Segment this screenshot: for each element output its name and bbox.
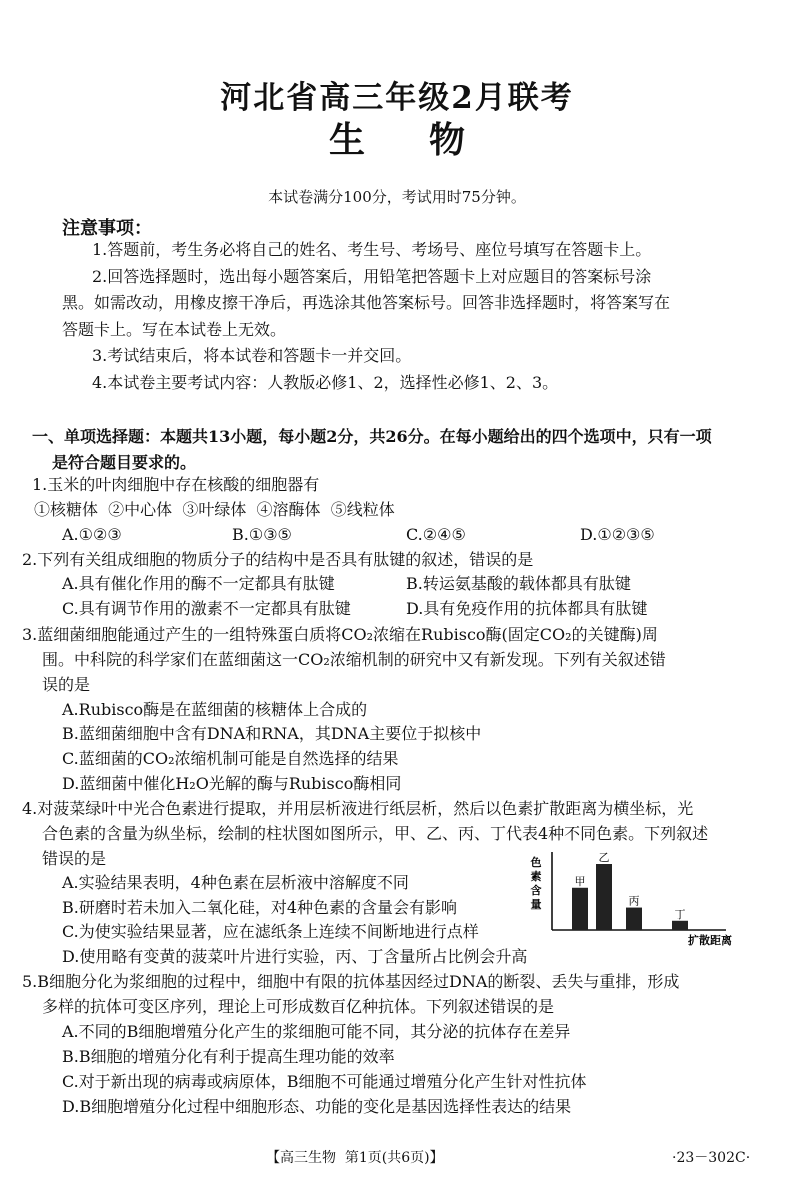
chart-bar-label-1: 甲	[574, 874, 586, 888]
q3-option-d: D.蓝细菌中催化H₂O光解的酶与Rubisco酶相同	[62, 774, 402, 793]
section-heading-line-1: 一、单项选择题：本题共13小题，每小题2分，共26分。在每小题给出的四个选项中，只有一项	[32, 427, 712, 446]
q4-option-d: D.使用略有变黄的菠菜叶片进行实验，丙、丁含量所占比例会升高	[62, 947, 528, 966]
q1-option-d: D.①②③⑤	[580, 525, 655, 544]
section-heading-line-2: 是符合题目要求的。	[52, 453, 197, 472]
chart-bar-label-2: 乙	[598, 851, 610, 864]
q3-stem-line-3: 误的是	[42, 675, 91, 694]
q3-stem-line-1: 3.蓝细菌细胞能通过产生的一组特殊蛋白质将CO₂浓缩在Rubisco酶(固定CO₂的关键酶)周	[22, 625, 658, 644]
q1-option-b: B.①③⑤	[232, 525, 292, 544]
q3-option-a: A.Rubisco酶是在蓝细菌的核糖体上合成的	[62, 700, 368, 719]
q2-option-b: B.转运氨基酸的载体都具有肽键	[406, 574, 631, 593]
exam-info: 本试卷满分100分，考试用时75分钟。	[268, 188, 526, 206]
q4-stem-line-1: 4.对菠菜绿叶中光合色素进行提取，并用层析液进行纸层析，然后以色素扩散距离为横坐标，光	[22, 799, 694, 818]
q2-option-c: C.具有调节作用的激素不一定都具有肽键	[62, 599, 351, 618]
q2-stem: 2.下列有关组成细胞的物质分子的结构中是否具有肽键的叙述，错误的是	[22, 550, 534, 569]
q4-stem-line-2: 合色素的含量为纵坐标，绘制的柱状图如图所示，甲、乙、丙、丁代表4种不同色素。下列叙述	[42, 824, 709, 843]
notes-line-5: 3.考试结束后，将本试卷和答题卡一并交回。	[92, 346, 412, 365]
q4-option-b: B.研磨时若未加入二氧化硅，对4种色素的含量会有影响	[62, 898, 458, 917]
notes-line-1: 1.答题前，考生务必将自己的姓名、考生号、考场号、座位号填写在答题卡上。	[92, 240, 652, 259]
q5-stem-line-1: 5.B细胞分化为浆细胞的过程中，细胞中有限的抗体基因经过DNA的断裂、丢失与重排，形成	[22, 972, 680, 991]
notes-line-6: 4.本试卷主要考试内容：人教版必修1、2，选择性必修1、2、3。	[92, 373, 559, 392]
q4-option-a: A.实验结果表明，4种色素在层析液中溶解度不同	[62, 873, 409, 892]
chart-ylabel-4: 量	[530, 898, 542, 911]
chart-bar-2	[596, 864, 612, 930]
q4-option-c: C.为使实验结果显著，应在滤纸条上连续不间断地进行点样	[62, 922, 479, 941]
q2-option-d: D.具有免疫作用的抗体都具有肽键	[406, 599, 648, 618]
q1-option-c: C.②④⑤	[406, 525, 466, 544]
pigment-bar-chart	[526, 848, 736, 948]
notes-line-4: 答题卡上。写在本试卷上无效。	[62, 320, 287, 339]
subject-title: 生物	[328, 119, 529, 161]
paper-code: ·23－302C·	[672, 1150, 751, 1166]
q1-items: ①核糖体 ②中心体 ③叶绿体 ④溶酶体 ⑤线粒体	[34, 500, 395, 519]
q5-option-d: D.B细胞增殖分化过程中细胞形态、功能的变化是基因选择性表达的结果	[62, 1097, 572, 1116]
q5-stem-line-2: 多样的抗体可变区序列，理论上可形成数百亿种抗体。下列叙述错误的是	[42, 997, 555, 1016]
chart-ylabel-3: 含	[530, 884, 542, 897]
q1-stem: 1.玉米的叶肉细胞中存在核酸的细胞器有	[32, 475, 320, 494]
chart-bar-3	[626, 908, 642, 930]
page-footer: 【高三生物 第1页(共6页)】	[266, 1150, 444, 1166]
chart-bar-label-4: 丁	[674, 907, 686, 921]
q4-stem-line-3: 错误的是	[42, 849, 107, 868]
q5-option-b: B.B细胞的增殖分化有利于提高生理功能的效率	[62, 1047, 395, 1066]
q3-stem-line-2: 围。中科院的科学家们在蓝细菌这一CO₂浓缩机制的研究中又有新发现。下列有关叙述错	[42, 650, 666, 669]
chart-bar-1	[572, 888, 588, 930]
q2-option-a: A.具有催化作用的酶不一定都具有肽键	[62, 574, 335, 593]
exam-title: 河北省高三年级2月联考	[220, 80, 574, 116]
q1-option-a: A.①②③	[62, 525, 122, 544]
q3-option-b: B.蓝细菌细胞中含有DNA和RNA，其DNA主要位于拟核中	[62, 724, 482, 743]
notes-line-2: 2.回答选择题时，选出每小题答案后，用铅笔把答题卡上对应题目的答案标号涂	[92, 267, 652, 286]
chart-bar-label-3: 丙	[628, 894, 640, 908]
notes-line-3: 黑。如需改动，用橡皮擦干净后，再选涂其他答案标号。回答非选择题时，将答案写在	[62, 293, 671, 312]
chart-ylabel-1: 色	[530, 856, 542, 869]
chart-xlabel: 扩散距离	[688, 934, 732, 947]
chart-bar-4	[672, 921, 688, 930]
q3-option-c: C.蓝细菌的CO₂浓缩机制可能是自然选择的结果	[62, 749, 399, 768]
chart-ylabel-2: 素	[530, 870, 542, 883]
notes-heading: 注意事项：	[62, 218, 152, 239]
q5-option-a: A.不同的B细胞增殖分化产生的浆细胞可能不同，其分泌的抗体存在差异	[62, 1022, 571, 1041]
q5-option-c: C.对于新出现的病毒或病原体，B细胞不可能通过增殖分化产生针对性抗体	[62, 1072, 587, 1091]
